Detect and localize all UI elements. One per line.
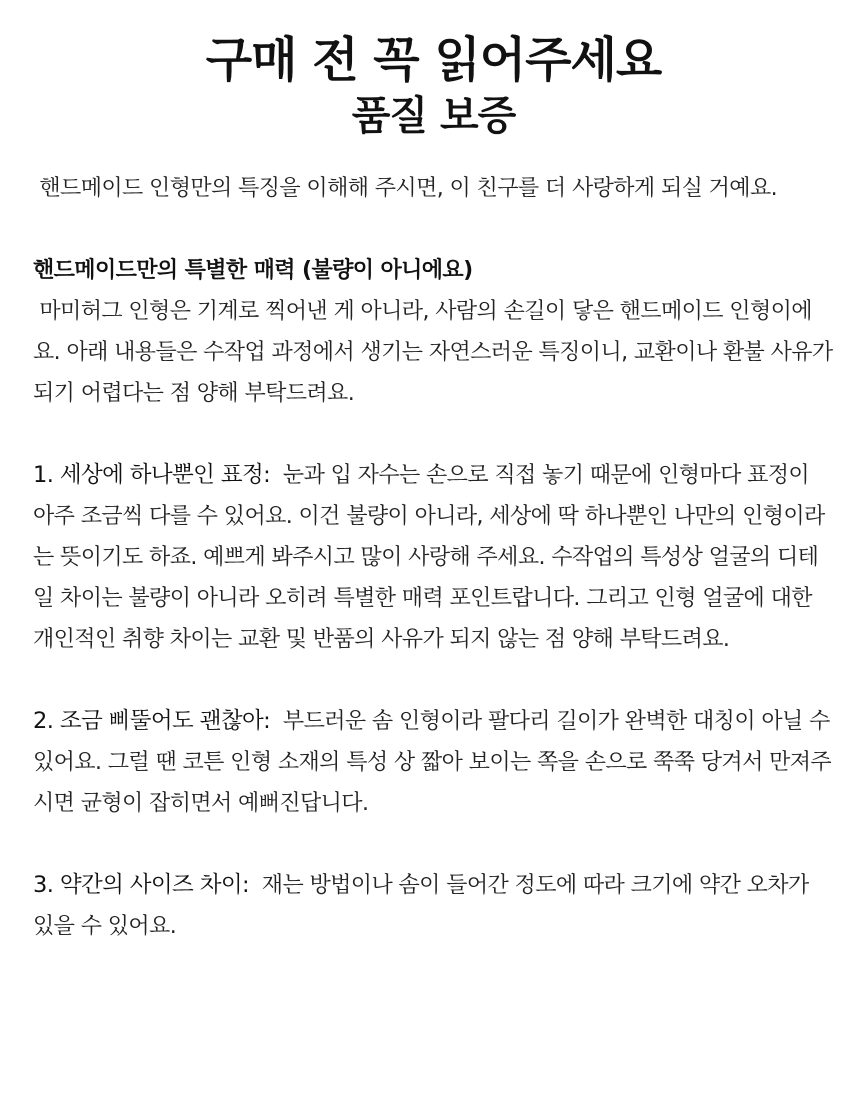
section-heading: 핸드메이드만의 특별한 매력 (불량이 아니에요) [33, 258, 473, 283]
notice-item-title: 3. 약간의 사이즈 차이: [33, 872, 249, 898]
intro-paragraph [33, 168, 834, 209]
section-body: 마미허그 인형은 기계로 찍어낸 게 아니라, 사람의 손길이 닿은 핸드메이드 인형이에요. 아래 내용들은 수작업 과정에서 생기는 자연스러운 특징이니, 교환이나 환불 사유가 되기 어렵다는 점 양해 부탁드려요. [33, 299, 833, 406]
notice-item-body: 눈과 입 자수는 손으로 직접 놓기 때문에 인형마다 표정이 아주 조금씩 다를 수 있어요. 이건 불량이 아니라, 세상에 딱 하나뿐인 나만의 인형이라는 뜻이기도 하죠. 예쁘게 봐주시고 많이 사랑해 주세요. 수작업의 특성상 얼굴의 디테일 차이는 불량이 아니라 오히려 특별한 매력 포인트랍니다. 그리고 인형 얼굴에 대한 개인적인 취향 차이는 교환 및 반품의 사유가 되지 않는 점 양해 부탁드려요. [33, 463, 825, 652]
intro-text: 핸드메이드 인형만의 특징을 이해해 주시면, 이 친구를 더 사랑하게 되실 거예요. [39, 176, 777, 201]
spacer [33, 660, 834, 701]
spacer [33, 414, 834, 455]
notice-item-3 [33, 865, 834, 947]
spacer [33, 824, 834, 865]
notice-item-body: 부드러운 솜 인형이라 팔다리 길이가 완벽한 대칭이 아닐 수 있어요. 그럴 땐 코튼 인형 소재의 특성 상 짧아 보이는 쪽을 손으로 쭉쭉 당겨서 만져주시면 균형이 잡히면서 예뻐진답니다. [33, 709, 832, 816]
notice-item-body: 재는 방법이나 솜이 들어간 정도에 따라 크기에 약간 오차가 있을 수 있어요. [33, 873, 809, 939]
notice-item-1 [33, 455, 834, 660]
notice-item-title: 2. 조금 삐뚤어도 괜찮아: [33, 708, 271, 734]
section-paragraph [33, 291, 834, 414]
page-subtitle: 품질 보증 [351, 93, 516, 139]
spacer [33, 209, 834, 250]
page-title: 구매 전 꼭 읽어주세요 [205, 32, 662, 88]
notice-content [33, 168, 834, 947]
notice-item-2 [33, 701, 834, 824]
notice-item-title: 1. 세상에 하나뿐인 표정: [33, 462, 271, 488]
